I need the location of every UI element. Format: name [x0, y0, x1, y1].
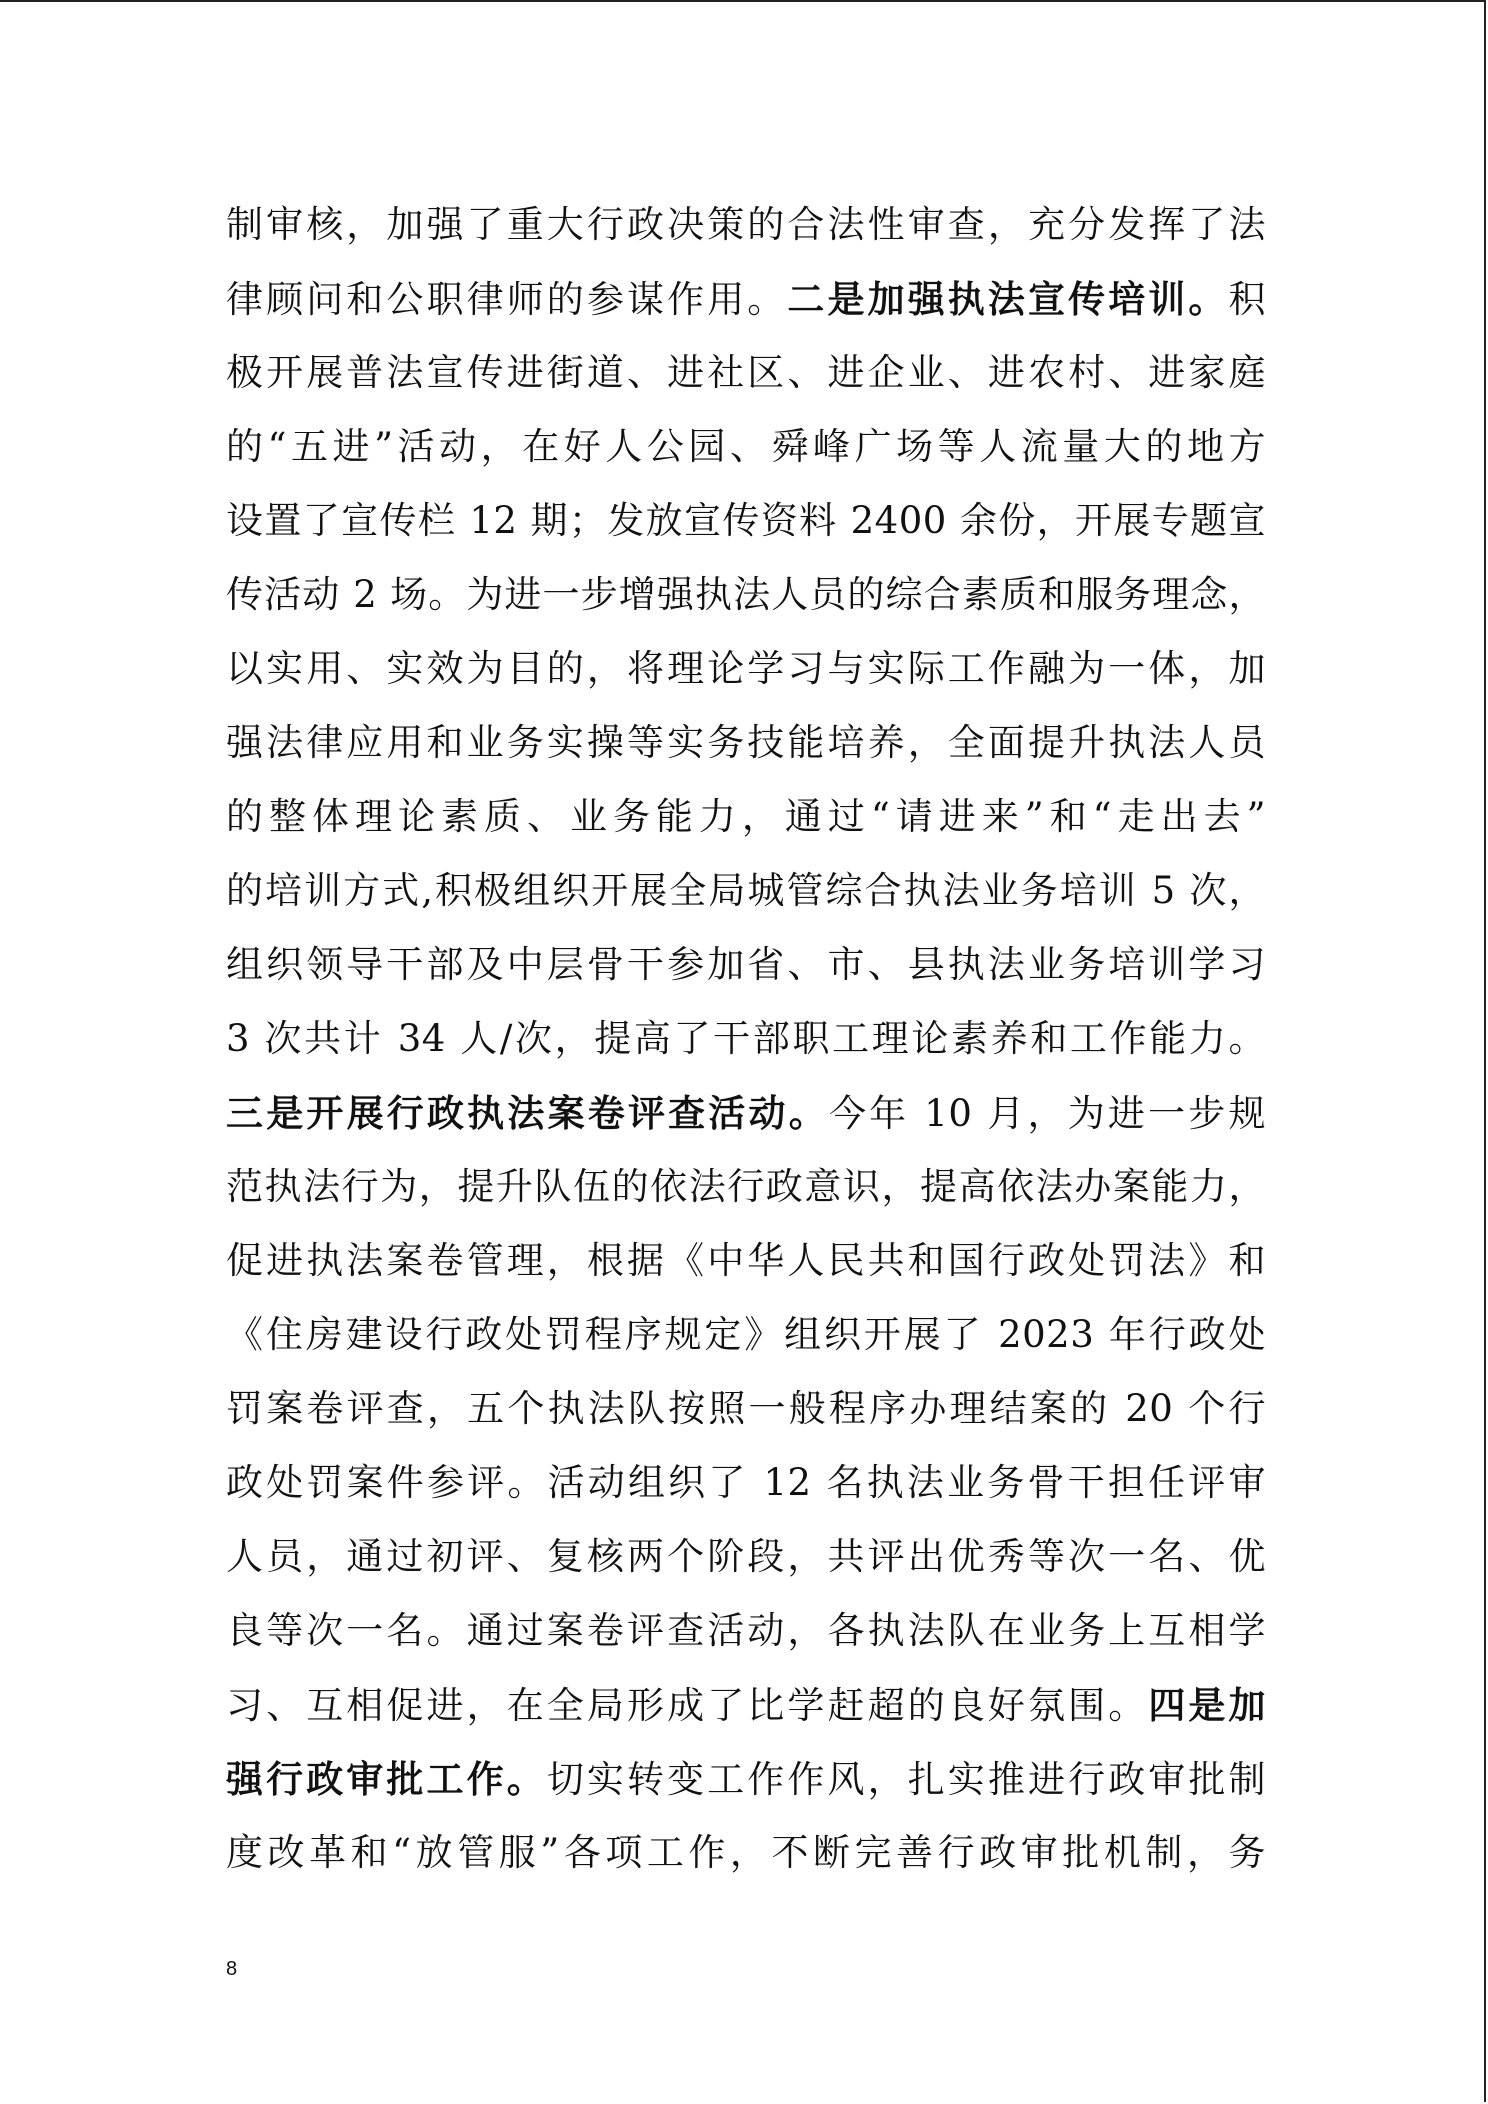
text-run: 制审核，加强了重大行政决策的合法性审查，充分发挥了法 — [226, 203, 1266, 246]
text-line — [226, 1594, 1266, 1668]
text-line — [226, 1224, 1266, 1298]
bold-heading-run: 二是加强执法宣传培训。 — [787, 277, 1229, 321]
text-run: 组织领导干部及中层骨干参加省、市、县执法业务培训学习 — [226, 943, 1266, 986]
text-line — [226, 1372, 1266, 1446]
text-line — [226, 632, 1266, 706]
text-run: 罚案卷评查，五个执法队按照一般程序办理结案的 20 个行 — [226, 1387, 1266, 1430]
text-line — [226, 1520, 1266, 1594]
text-line — [226, 188, 1266, 262]
text-line — [226, 1150, 1266, 1224]
text-run: 良等次一名。通过案卷评查活动，各执法队在业务上互相学 — [226, 1609, 1266, 1652]
text-line — [226, 706, 1266, 780]
text-line — [226, 1076, 1266, 1150]
text-run: 政处罚案件参评。活动组织了 12 名执法业务骨干担任评审 — [226, 1461, 1266, 1504]
text-run: 律顾问和公职律师的参谋作用。 — [226, 278, 788, 321]
text-run: 习、互相促进，在全局形成了比学赶超的良好氛围。 — [226, 1684, 1149, 1727]
bold-heading-run: 三是开展行政执法案卷评查活动。 — [226, 1091, 829, 1135]
text-run: 的培训方式,积极组织开展全局城管综合执法业务培训 5 次， — [226, 869, 1266, 912]
text-line — [226, 1816, 1266, 1890]
text-run: 的“五进”活动，在好人公园、舜峰广场等人流量大的地方 — [226, 425, 1266, 468]
text-line — [226, 1668, 1266, 1742]
text-run: 人员，通过初评、复核两个阶段，共评出优秀等次一名、优 — [226, 1535, 1266, 1578]
text-run: 传活动 2 场。为进一步增强执法人员的综合素质和服务理念， — [226, 573, 1266, 616]
text-line — [226, 1742, 1266, 1816]
text-line — [226, 928, 1266, 1002]
text-run: 度改革和“放管服”各项工作，不断完善行政审批机制，务 — [226, 1831, 1266, 1874]
text-run: 今年 10 月，为进一步规 — [828, 1092, 1266, 1135]
page-number: 8 — [226, 1958, 238, 1980]
text-line — [226, 558, 1266, 632]
text-run: 3 次共计 34 人/次，提高了干部职工理论素养和工作能力。 — [226, 1017, 1266, 1060]
text-run: 《住房建设行政处罚程序规定》组织开展了 2023 年行政处 — [226, 1313, 1266, 1356]
text-line — [226, 410, 1266, 484]
text-line — [226, 484, 1266, 558]
document-body — [226, 188, 1266, 1890]
text-line — [226, 262, 1266, 336]
text-run: 切实转变工作作风，扎实推进行政审批制 — [546, 1758, 1267, 1801]
text-run: 的整体理论素质、业务能力，通过“请进来”和“走出去” — [226, 795, 1266, 838]
text-run: 强法律应用和业务实操等实务技能培养，全面提升执法人员 — [226, 721, 1266, 764]
text-line — [226, 854, 1266, 928]
text-run: 范执法行为，提升队伍的依法行政意识，提高依法办案能力， — [226, 1165, 1266, 1208]
text-line — [226, 1446, 1266, 1520]
text-run: 促进执法案卷管理，根据《中华人民共和国行政处罚法》和 — [226, 1239, 1266, 1282]
text-run: 以实用、实效为目的，将理论学习与实际工作融为一体，加 — [226, 647, 1266, 690]
text-line — [226, 780, 1266, 854]
text-run: 极开展普法宣传进街道、进社区、进企业、进农村、进家庭 — [226, 351, 1266, 394]
text-line — [226, 1298, 1266, 1372]
text-line — [226, 1002, 1266, 1076]
text-line — [226, 336, 1266, 410]
text-run: 设置了宣传栏 12 期；发放宣传资料 2400 余份，开展专题宣 — [226, 499, 1266, 542]
text-run: 积 — [1228, 278, 1267, 321]
bold-heading-run: 四是加 — [1148, 1683, 1267, 1727]
bold-heading-run: 强行政审批工作。 — [226, 1757, 547, 1801]
